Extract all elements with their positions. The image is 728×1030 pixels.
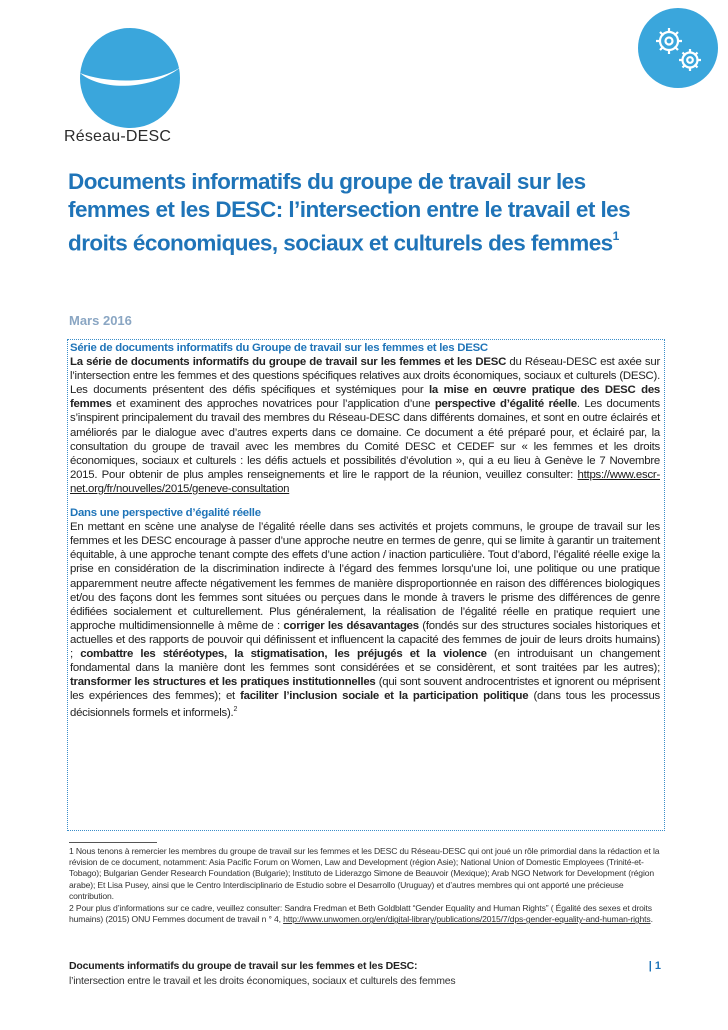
- title-footnote-ref[interactable]: 1: [612, 229, 619, 243]
- unwomen-link[interactable]: http://www.unwomen.org/en/digital-library/publications/2015/7/dps-gender-equality-and-human-rights: [283, 914, 651, 925]
- document-title: Documents informatifs du groupe de travail sur les femmes et les DESC: l’intersection entre le travail et les droits économiques, sociaux et culturels des femmes$^1$: [68, 169, 631, 256]
- consultation-link[interactable]: https://www.escr-net.org/fr/nouvelles/2015/geneve-consultation: [70, 468, 660, 495]
- main-content: [70, 341, 660, 720]
- series-paragraph: La série de documents informatifs du groupe de travail sur les femmes et les DESC du Réseau-DESC est axée sur l’intersection entre les femmes et des questions spécifiques relatives aux droits économiques, sociaux et culturels (DESC). Les documents présentent des défis spécifiques et systémiques pour la mise en œuvre pratique des DESC des femmes et examinent des approches novatrices pour l’application d’une perspective d’égalité réelle. Les documents s’inspirent principalement du travail des membres du Réseau-DESC dans différents domaines, et sont en outre éclairés et améliorés par le dialogue avec d’autres experts dans ce domaine. Ce document a été préparé pour, et éclairé par, la consultation du groupe de travail avec les membres du Comité DESC et CEDEF sur « les femmes et les droits économiques, sociaux et culturels : les défis actuels et possibilités d’évolution », qui a eu lieu à Genève le 7 Novembre 2015. Pour obtenir de plus amples renseignements et lire le rapport de la réunion, veuillez consulter: https://www.escr-net.org/fr/nouvelles/2015/geneve-consultation: [70, 356, 661, 495]
- section-heading-equality: Dans une perspective d’égalité réelle: [70, 507, 261, 520]
- footnotes: [69, 846, 661, 926]
- footer-subtitle: l’intersection entre le travail et les droits économiques, sociaux et culturels des femmes: [69, 975, 456, 987]
- gears-icon: [636, 6, 720, 90]
- page-footer: [69, 960, 661, 987]
- footnote-2: 2 Pour plus d’informations sur ce cadre, veuillez consulter: Sandra Fredman et Beth Goldblatt “Gender Equality and Human Rights” ( Égalité des sexes et droits humains) (2015) ONU Femmes document de travail n ° 4, http://www.unwomen.org/en/digital-library/publications/2015/7/dps-gender-equality-and-human-rights.: [69, 903, 653, 925]
- footnote-ref-2[interactable]: 2: [233, 706, 238, 714]
- logo-text: Réseau-DESC: [64, 128, 172, 145]
- publication-date: Mars 2016: [69, 313, 132, 328]
- footnote-divider: [69, 842, 157, 843]
- footer-title: Documents informatifs du groupe de travail sur les femmes et les DESC:: [69, 960, 418, 972]
- page-number: | 1: [648, 960, 661, 972]
- equality-paragraph: En mettant en scène une analyse de l’égalité réelle dans ses activités et projets communs, le groupe de travail sur les femmes et les DESC encourage à passer d’une approche neutre en termes de genre, qui se limite à garantir un traitement équitable, à une approche tenant compte des effets d’une action / inaction particulière. Tout d’abord, l’égalité réelle exige la prise en considération de la discrimination indirecte à l’égard des femmes lorsqu’une loi, une politique ou une pratique apparemment neutre affecte négativement les femmes de manière disproportionnée en raison des différences biologiques et/ou des façons dont les femmes sont situées ou perçues dans le monde à travers le prisme des différences de genre édifiées socialement et culturellement. Plus généralement, la réalisation de l’égalité réelle en pratique requiert une approche multidimensionnelle à même de : corriger les désavantages (fondés sur des structures sociales historiques et actuelles et des rapports de pouvoir qui définissent et influencent la capacité des femmes de jouir de leurs droits humains) ; combattre les stéréotypes, la stigmatisation, les préjugés et la violence (en introduisant un changement fondamental dans la manière dont les femmes sont considérées et se considèrent, et sont traitées par les autres); transformer les structures et les pratiques institutionnelles (qui sont souvent androcentristes et ignorent ou méprisent les expériences des femmes); et faciliter l’inclusion sociale et la participation politique (dans tous les processus décisionnels formels et informels).$^2$: [70, 521, 661, 720]
- section-heading-series: Série de documents informatifs du Groupe de travail sur les femmes et les DESC: [70, 342, 488, 354]
- footnote-1: 1 Nous tenons à remercier les membres du groupe de travail sur les femmes et les DESC du Réseau-DESC qui ont joué un rôle primordial dans la rédaction et la révision de ce document, notamment: Asia Pacific Forum on Women, Law and Development (région Asie); National Union of Domestic Employees (Trinité-et-Tobago); Bulgarian Gender Research Foundation (Bulgarie); Instituto de Liderazgo Simone de Beauvoir (Mexique); Arab NGO Network for Development (région arabe); Et Lisa Pusey, ainsi que le Centro Interdisciplinario de Estudio sobre el Desarrollo (Uruguay) et d’autres membres qui ont apporté une précieuse contribution.: [69, 846, 660, 901]
